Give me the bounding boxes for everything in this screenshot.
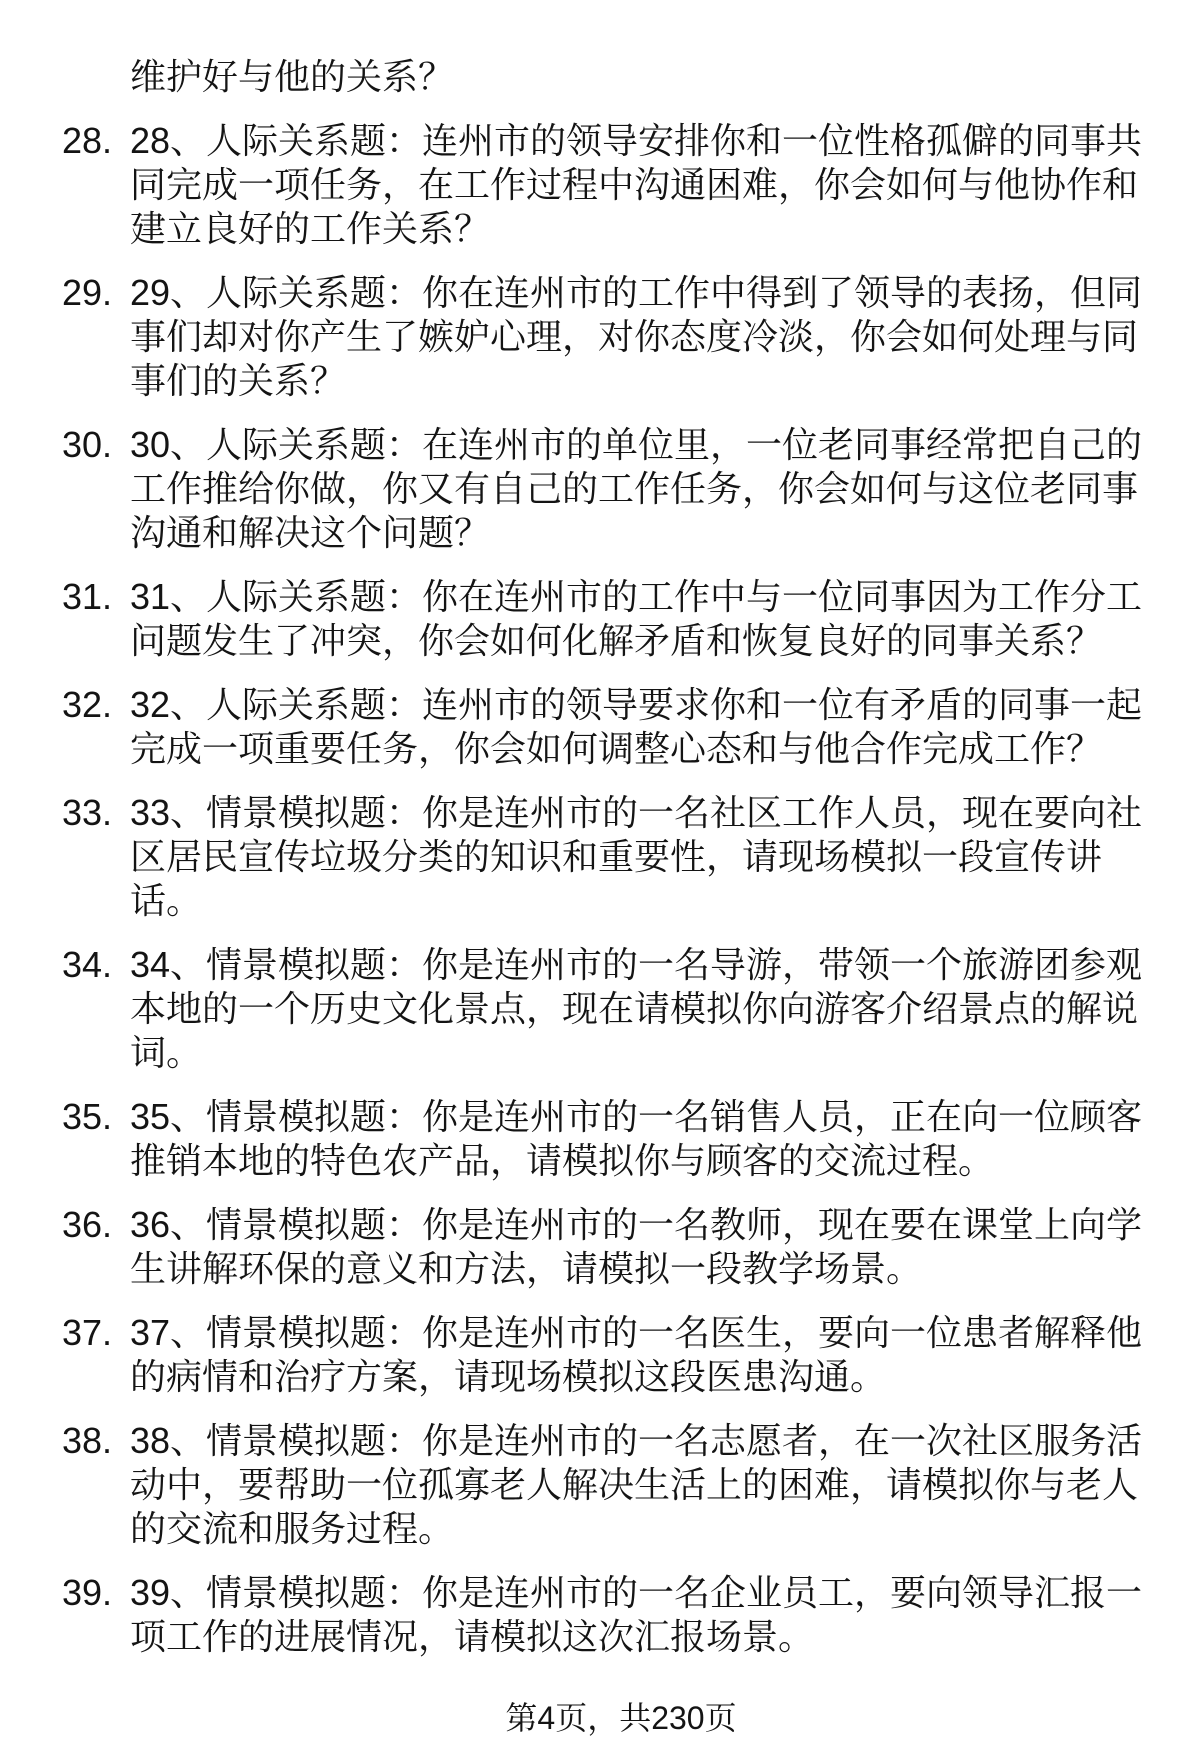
item-text-line: 动中，要帮助一位孤寡老人解决生活上的困难，请模拟你与老人 bbox=[130, 1464, 1139, 1505]
item-text-line: 沟通和解决这个问题？ bbox=[130, 512, 491, 553]
continued-question-text: 维护好与他的关系？ bbox=[130, 56, 455, 97]
item-number: 37. bbox=[62, 1312, 113, 1353]
item-text-line: 39、情景模拟题：你是连州市的一名企业员工，要向领导汇报一 bbox=[130, 1572, 1143, 1613]
list-item bbox=[0, 1571, 1190, 1659]
item-text-line: 本地的一个历史文化景点，现在请模拟你向游客介绍景点的解说 bbox=[130, 988, 1139, 1029]
item-text-line: 的交流和服务过程。 bbox=[130, 1508, 455, 1549]
item-text-line: 的病情和治疗方案，请现场模拟这段医患沟通。 bbox=[130, 1356, 887, 1397]
item-text-line: 37、情景模拟题：你是连州市的一名医生，要向一位患者解释他 bbox=[130, 1312, 1143, 1353]
item-text-line: 生讲解环保的意义和方法，请模拟一段教学场景。 bbox=[130, 1248, 923, 1289]
item-text-line: 31、人际关系题：你在连州市的工作中与一位同事因为工作分工 bbox=[130, 576, 1143, 617]
item-number: 39. bbox=[62, 1572, 113, 1613]
list-item bbox=[0, 791, 1190, 923]
item-text-line: 区居民宣传垃圾分类的知识和重要性，请现场模拟一段宣传讲 bbox=[130, 836, 1103, 877]
list-item bbox=[0, 1419, 1190, 1551]
item-text-line: 35、情景模拟题：你是连州市的一名销售人员，正在向一位顾客 bbox=[130, 1096, 1143, 1137]
item-number: 38. bbox=[62, 1420, 113, 1461]
list-item bbox=[0, 1203, 1190, 1291]
item-text-line: 项工作的进展情况，请模拟这次汇报场景。 bbox=[130, 1616, 815, 1657]
item-text-line: 工作推给你做，你又有自己的工作任务，你会如何与这位老同事 bbox=[130, 468, 1139, 509]
item-number: 36. bbox=[62, 1204, 113, 1245]
item-text-line: 完成一项重要任务，你会如何调整心态和与他合作完成工作？ bbox=[130, 728, 1103, 769]
item-text-line: 30、人际关系题：在连州市的单位里，一位老同事经常把自己的 bbox=[130, 424, 1143, 465]
list-item bbox=[0, 423, 1190, 555]
page-footer: 第4页，共230页 bbox=[505, 1700, 737, 1736]
item-text-line: 推销本地的特色农产品，请模拟你与顾客的交流过程。 bbox=[130, 1140, 995, 1181]
list-item bbox=[0, 943, 1190, 1075]
item-number: 34. bbox=[62, 944, 113, 985]
item-text-line: 同完成一项任务，在工作过程中沟通困难，你会如何与他协作和 bbox=[130, 164, 1139, 205]
item-number: 31. bbox=[62, 576, 113, 617]
list-item bbox=[0, 575, 1190, 663]
item-number: 32. bbox=[62, 684, 113, 725]
item-text-line: 32、人际关系题：连州市的领导要求你和一位有矛盾的同事一起 bbox=[130, 684, 1143, 725]
item-text-line: 38、情景模拟题：你是连州市的一名志愿者，在一次社区服务活 bbox=[130, 1420, 1143, 1461]
item-number: 30. bbox=[62, 424, 113, 465]
item-text-line: 33、情景模拟题：你是连州市的一名社区工作人员，现在要向社 bbox=[130, 792, 1143, 833]
list-item bbox=[0, 1311, 1190, 1399]
item-text-line: 词。 bbox=[130, 1032, 203, 1073]
item-text-line: 事们的关系？ bbox=[130, 360, 347, 401]
item-number: 29. bbox=[62, 272, 113, 313]
question-list bbox=[0, 55, 1190, 1659]
item-text-line: 事们却对你产生了嫉妒心理，对你态度冷淡，你会如何处理与同 bbox=[130, 316, 1139, 357]
item-number: 28. bbox=[62, 120, 113, 161]
list-item bbox=[0, 271, 1190, 403]
item-text-line: 话。 bbox=[130, 880, 203, 921]
item-text-line: 36、情景模拟题：你是连州市的一名教师，现在要在课堂上向学 bbox=[130, 1204, 1143, 1245]
item-text-line: 29、人际关系题：你在连州市的工作中得到了领导的表扬，但同 bbox=[130, 272, 1143, 313]
list-item bbox=[0, 683, 1190, 771]
item-text-line: 建立良好的工作关系？ bbox=[130, 208, 491, 249]
list-item bbox=[0, 119, 1190, 251]
item-text-line: 34、情景模拟题：你是连州市的一名导游，带领一个旅游团参观 bbox=[130, 944, 1143, 985]
item-text-line: 问题发生了冲突，你会如何化解矛盾和恢复良好的同事关系？ bbox=[130, 620, 1103, 661]
list-item bbox=[0, 1095, 1190, 1183]
item-number: 33. bbox=[62, 792, 113, 833]
item-text-line: 28、人际关系题：连州市的领导安排你和一位性格孤僻的同事共 bbox=[130, 120, 1143, 161]
item-number: 35. bbox=[62, 1096, 113, 1137]
